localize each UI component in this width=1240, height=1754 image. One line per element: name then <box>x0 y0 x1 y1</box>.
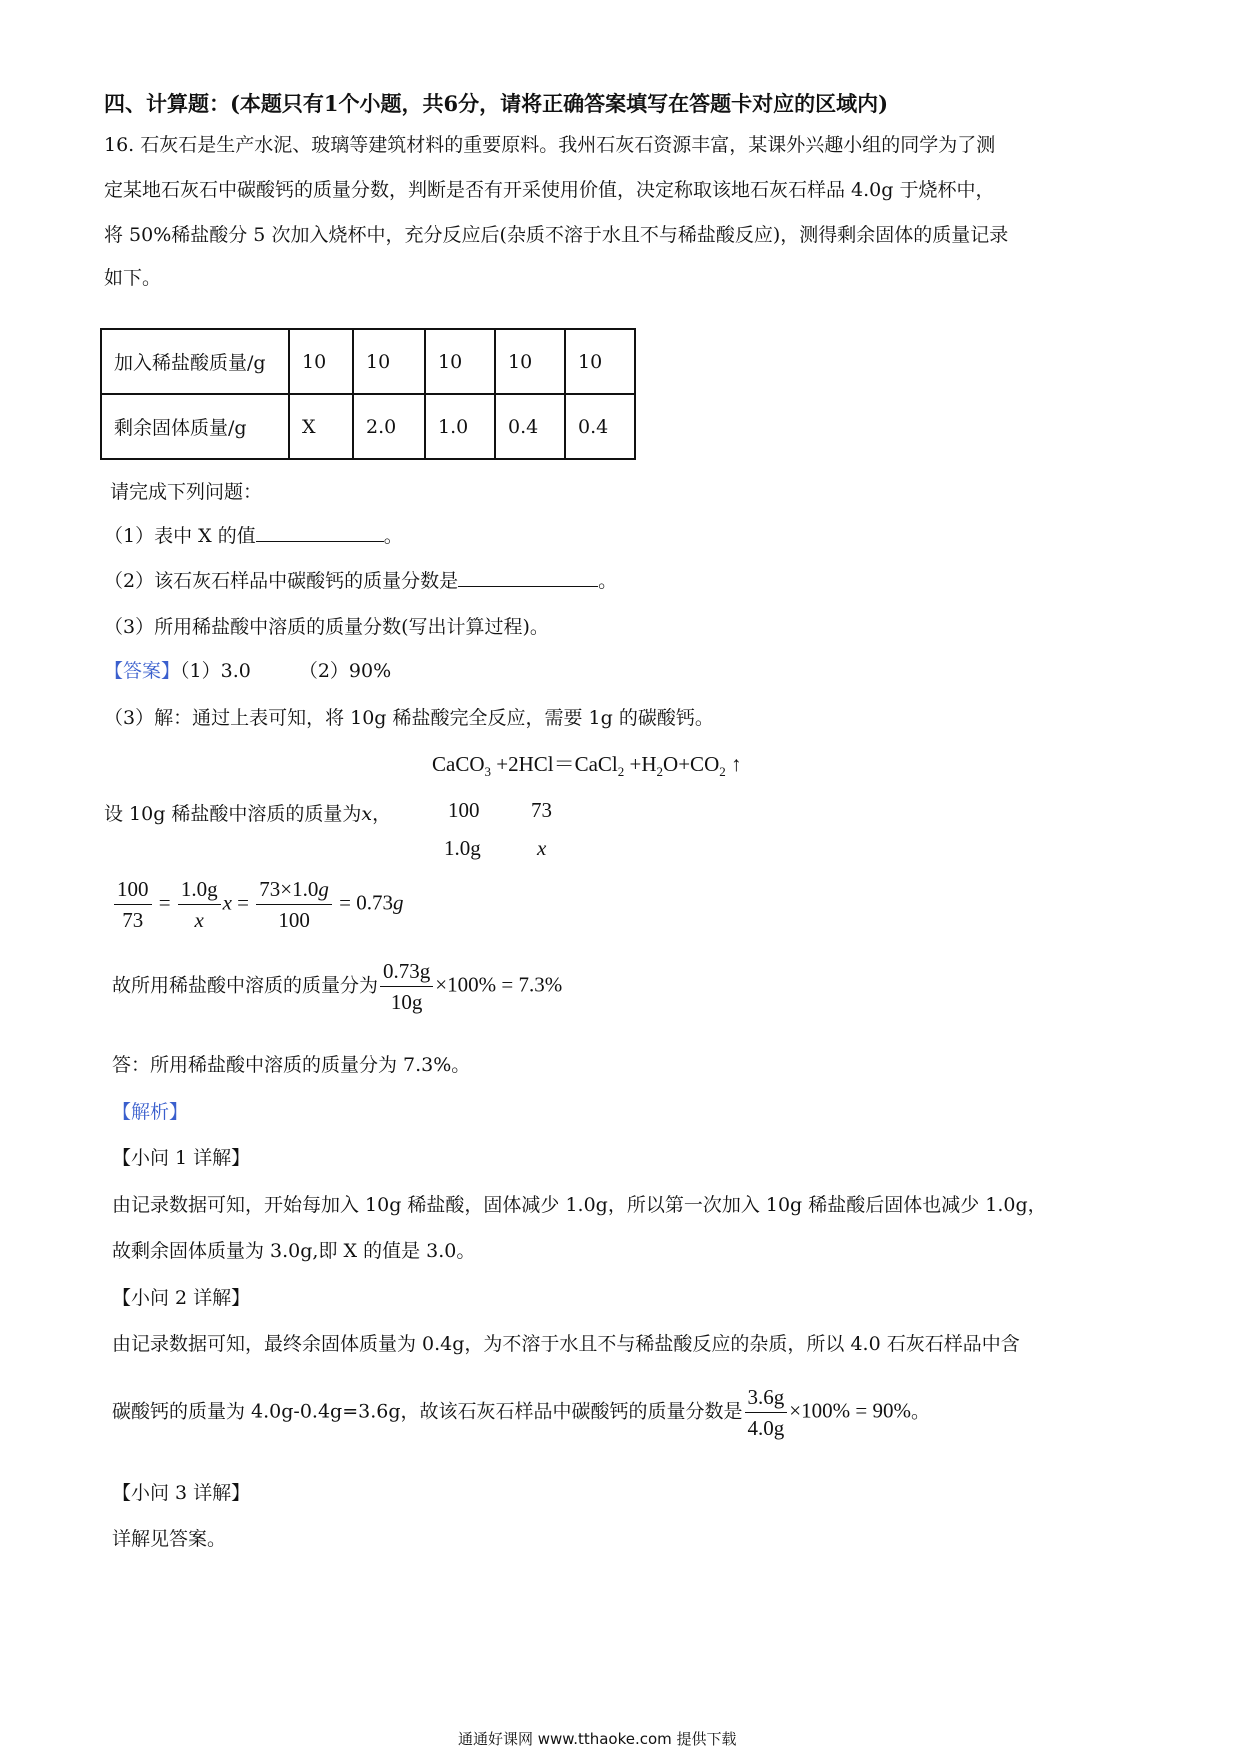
table-cell: 10 <box>425 329 495 394</box>
sub-question-1-title: 【小问 1 详解】 <box>112 1147 251 1169</box>
set-x-line <box>104 799 391 826</box>
period: 。 <box>598 570 618 592</box>
fraction: $\frac{0.73g}{10g}$ <box>380 958 433 1015</box>
set-x-text: 设 10g 稀盐酸中溶质的质量为 <box>104 803 362 825</box>
analysis-1-line-2: 故剩余固体质量为 3.0g,即 X 的值是 3.0。 <box>112 1240 476 1262</box>
question-line-1: 16. 石灰石是生产水泥、玻璃等建筑材料的重要原料。我州石灰石资源丰富，某课外兴趣小组的同学为了测 <box>104 134 996 156</box>
fraction: $\frac{1.0g}{x}$ <box>178 876 221 933</box>
mass-1g: 1.0g <box>444 836 481 860</box>
variable-x: x <box>222 890 232 915</box>
table-cell: 10 <box>495 329 565 394</box>
section-title: 四、计算题：(本题只有1个小题，共6分，请将正确答案填写在答题卡对应的区域内) <box>104 91 889 116</box>
analysis-1-line-1: 由记录数据可知，开始每加入 10g 稀盐酸，固体减少 1.0g，所以第一次加入 10g 稀盐酸后固体也减少 1.0g， <box>112 1194 1047 1216</box>
comma: ， <box>372 803 392 825</box>
table-cell: 2.0 <box>353 394 425 459</box>
answer-1: （1）3.0 <box>180 660 251 682</box>
analysis-2-result: ×100% = 90% <box>789 1398 911 1423</box>
record-table <box>100 328 636 460</box>
variable-x-below: x <box>537 836 547 860</box>
analysis-2-line-1: 由记录数据可知，最终余固体质量为 0.4g，为不溶于水且不与稀盐酸反应的杂质，所以 4.0 石灰石样品中含 <box>112 1333 1020 1355</box>
concentration-text: 故所用稀盐酸中溶质的质量分为 <box>112 974 379 997</box>
ratio-100: 100 <box>448 798 480 822</box>
table-cell: 1.0 <box>425 394 495 459</box>
answer-tag: 【答案】 <box>104 660 181 682</box>
proportion-formula: $\frac{100}{73}$ = $\frac{1.0g}{x}$ x = $\frac{73\times 1.0g}{100}$ = 0.73g <box>112 876 403 933</box>
table-cell: 10 <box>353 329 425 394</box>
table-cell: X <box>289 394 353 459</box>
fraction: $\frac{3.6g}{4.0g}$ <box>745 1384 788 1441</box>
question-line-3: 将 50%稀盐酸分 5 次加入烧杯中，充分反应后(杂质不溶于水且不与稀盐酸反应)，测得剩余固体的质量记录 <box>104 224 1009 246</box>
table-cell: 0.4 <box>495 394 565 459</box>
table-cell: 10 <box>289 329 353 394</box>
sub-question-3: （3）所用稀盐酸中溶质的质量分数(写出计算过程)。 <box>104 616 549 638</box>
result-value: = 0.73 <box>339 890 393 915</box>
ratio-73: 73 <box>531 798 552 822</box>
table-cell: 0.4 <box>565 394 635 459</box>
concentration-result: ×100% = 7.3% <box>435 972 563 997</box>
footer-text: 通通好课网 www.tthaoke.com 提供下载 <box>458 1730 737 1748</box>
sub-question-3-title: 【小问 3 详解】 <box>112 1482 251 1504</box>
table-cell: 10 <box>565 329 635 394</box>
period: 。 <box>383 525 403 547</box>
analysis-2-text: 碳酸钙的质量为 4.0g-0.4g=3.6g，故该石灰石样品中碳酸钙的质量分数是 <box>112 1400 743 1423</box>
sub-question-2 <box>104 566 617 593</box>
table-row-label: 剩余固体质量/g <box>101 394 289 459</box>
prompt-text: 请完成下列问题： <box>110 481 263 503</box>
concentration-line <box>112 958 562 1015</box>
final-answer: 答：所用稀盐酸中溶质的质量分为 7.3%。 <box>112 1054 471 1076</box>
chemical-equation: CaCO$_3$ +2HCl＝CaCl$_2$ $+H_2O+CO_2$ ↑ <box>432 752 742 780</box>
answer-line-1 <box>104 656 391 683</box>
analysis-2-line-2 <box>112 1384 930 1441</box>
table-row <box>101 394 635 459</box>
sub-question-2-text: （2）该石灰石样品中碳酸钙的质量分数是 <box>104 570 459 592</box>
sub-question-1 <box>104 521 403 548</box>
period: 。 <box>910 1400 930 1423</box>
question-line-2: 定某地石灰石中碳酸钙的质量分数，判断是否有开采使用价值，决定称取该地石灰石样品 4.0g 于烧杯中， <box>104 179 995 201</box>
fraction: $\frac{73\times 1.0g}{100}$ <box>256 876 332 933</box>
table-row <box>101 329 635 394</box>
answer-blank <box>256 521 384 542</box>
analysis-3-line-1: 详解见答案。 <box>112 1528 227 1550</box>
sub-question-1-text: （1）表中 X 的值 <box>104 525 256 547</box>
variable-x: x <box>361 803 373 825</box>
table-row-label: 加入稀盐酸质量/g <box>101 329 289 394</box>
fraction: $\frac{100}{73}$ <box>114 876 152 933</box>
answer-2: （2）90% <box>298 660 392 682</box>
answer-blank <box>458 566 598 587</box>
answer-3-intro: （3）解：通过上表可知，将 10g 稀盐酸完全反应，需要 1g 的碳酸钙。 <box>104 707 714 729</box>
sub-question-2-title: 【小问 2 详解】 <box>112 1287 251 1309</box>
question-line-4: 如下。 <box>104 267 162 289</box>
analysis-tag: 【解析】 <box>112 1101 189 1123</box>
